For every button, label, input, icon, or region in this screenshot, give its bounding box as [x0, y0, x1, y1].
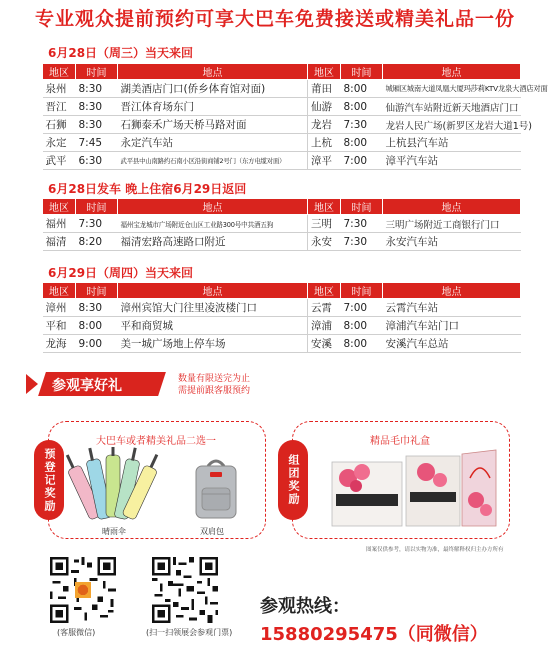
cell-region: 莆田 [308, 80, 341, 98]
umbrella-caption: 晴雨伞 [102, 527, 126, 536]
cell-region: 漳浦 [308, 317, 341, 335]
col-header-time: 时间 [341, 64, 383, 80]
cell-region: 仙游 [308, 98, 341, 116]
cell-place: 城厢区城南大道凤凰大厦玛莎莉KTV龙泉大酒店对面 [383, 80, 521, 98]
cell-place: 漳平汽车站 [383, 152, 521, 170]
cell-place: 平和商贸城 [118, 317, 308, 335]
cell-place: 漳州宾馆大门往里凌波楼门口 [118, 299, 308, 317]
table-row [43, 152, 521, 170]
col-header-place: 地点 [383, 64, 521, 80]
table-row [43, 116, 521, 134]
col-header-region: 地区 [308, 199, 341, 215]
table-row [43, 98, 521, 116]
cell-place: 石狮泰禾广场天桥马路对面 [118, 116, 308, 134]
cell-time: 8:30 [76, 80, 118, 98]
cell-time: 8:20 [76, 233, 118, 251]
towel-gift-box-icon [330, 448, 500, 530]
cell-region: 云霄 [308, 299, 341, 317]
hotline-label: 参观热线： [260, 596, 350, 617]
col-header-region: 地区 [308, 64, 341, 80]
col-header-region: 地区 [308, 283, 341, 299]
cell-time: 8:00 [341, 134, 383, 152]
cell-place: 云霄汽车站 [383, 299, 521, 317]
col-header-region: 地区 [43, 199, 76, 215]
cell-time: 7:30 [76, 215, 118, 233]
cell-place: 永安汽车站 [383, 233, 521, 251]
image-disclaimer: 图案仅供参考，请以实物为准，最终解释权归主办方所有 [366, 547, 504, 553]
gift-note [178, 373, 250, 397]
qr-code-icon [152, 557, 218, 623]
section-title-2: 6月28日发车 晚上住宿6月29日返回 [48, 182, 247, 196]
gift-note-line: 数量有限送完为止 [178, 374, 251, 384]
table-row [43, 233, 521, 251]
banner-arrow-icon [26, 374, 38, 394]
col-header-time: 时间 [76, 64, 118, 80]
cell-time: 8:00 [76, 317, 118, 335]
cell-region: 石狮 [43, 116, 76, 134]
col-header-time: 时间 [76, 283, 118, 299]
col-header-region: 地区 [43, 64, 76, 80]
cell-place: 美一城广场地上停车场 [118, 335, 308, 353]
cell-place: 湖美酒店门口(侨乡体育馆对面) [118, 80, 308, 98]
cell-region: 安溪 [308, 335, 341, 353]
cell-region: 漳州 [43, 299, 76, 317]
cell-place: 永定汽车站 [118, 134, 308, 152]
cell-time: 8:00 [341, 98, 383, 116]
gift-note-line: 需提前跟客服预约 [178, 386, 251, 396]
hotline-number: 15880295475（同微信） [260, 624, 488, 645]
col-header-place: 地点 [383, 199, 521, 215]
headline: 专业观众提前预约可享大巴车免费接送或精美礼品一份 [34, 8, 515, 30]
qr-code-icon [50, 557, 116, 623]
schedule-table-3 [42, 282, 521, 353]
cell-time: 8:00 [341, 317, 383, 335]
registration-reward-title: 大巴车或者精美礼品二选一 [96, 436, 216, 447]
cell-region: 武平 [43, 152, 76, 170]
cell-time: 8:30 [76, 299, 118, 317]
cell-time: 7:00 [341, 299, 383, 317]
cell-region: 晋江 [43, 98, 76, 116]
col-header-region: 地区 [43, 283, 76, 299]
cell-region: 龙岩 [308, 116, 341, 134]
cell-place: 福州宝龙城市广场附近仓山区工业路300号中共酒五狗 [118, 215, 308, 233]
cell-region: 上杭 [308, 134, 341, 152]
cell-region: 福清 [43, 233, 76, 251]
table-row [43, 335, 521, 353]
cell-place: 福清宏路高速路口附近 [118, 233, 308, 251]
cell-time: 8:30 [76, 98, 118, 116]
cell-region: 龙海 [43, 335, 76, 353]
cell-region: 平和 [43, 317, 76, 335]
cell-region: 三明 [308, 215, 341, 233]
cell-time: 7:45 [76, 134, 118, 152]
col-header-place: 地点 [383, 283, 521, 299]
registration-reward-label: 预登记奖励 [34, 440, 64, 520]
cell-region: 泉州 [43, 80, 76, 98]
table-row [43, 299, 521, 317]
cell-region: 漳平 [308, 152, 341, 170]
cell-region: 永安 [308, 233, 341, 251]
cell-place: 仙游汽车站附近新天地酒店门口 [383, 98, 521, 116]
cell-place: 晋江体育场东门 [118, 98, 308, 116]
gift-banner-text: 参观享好礼 [52, 378, 122, 394]
schedule-table-1 [42, 63, 548, 170]
col-header-time: 时间 [341, 199, 383, 215]
cell-place: 龙岩人民广场(新罗区龙岩大道1号) [383, 116, 521, 134]
col-header-place: 地点 [118, 64, 308, 80]
cell-region: 永定 [43, 134, 76, 152]
section-title-1: 6月28日（周三）当天来回 [48, 46, 194, 60]
cell-time: 8:30 [76, 116, 118, 134]
cell-time: 6:30 [76, 152, 118, 170]
col-header-time: 时间 [341, 283, 383, 299]
cell-place: 三明广场附近工商银行门口 [383, 215, 521, 233]
cell-place: 上杭县汽车站 [383, 134, 521, 152]
backpack-icon [192, 458, 240, 520]
backpack-caption: 双肩包 [200, 527, 224, 536]
cell-time: 9:00 [76, 335, 118, 353]
cell-region: 福州 [43, 215, 76, 233]
col-header-place: 地点 [118, 283, 308, 299]
qr-caption-service: (客服微信) [57, 628, 96, 637]
cell-place: 武平县中山南路约石南小区沿街商铺2号门（东方电缆对面） [118, 152, 308, 170]
cell-time: 7:30 [341, 233, 383, 251]
schedule-table-2 [42, 198, 521, 251]
cell-time: 7:30 [341, 215, 383, 233]
cell-time: 8:00 [341, 335, 383, 353]
table-row [43, 80, 521, 98]
umbrella-icon [70, 447, 165, 525]
col-header-place: 地点 [118, 199, 308, 215]
cell-place: 安溪汽车总站 [383, 335, 521, 353]
group-reward-label: 组团奖励 [278, 440, 308, 520]
section-title-3: 6月29日（周四）当天来回 [48, 266, 194, 280]
table-row [43, 317, 521, 335]
group-reward-title: 精品毛巾礼盒 [370, 436, 430, 447]
table-row [43, 215, 521, 233]
qr-caption-ticket: (扫一扫领展会参观门票) [146, 628, 233, 637]
table-row [43, 134, 521, 152]
cell-time: 8:00 [341, 80, 383, 98]
cell-place: 漳浦汽车站门口 [383, 317, 521, 335]
col-header-time: 时间 [76, 199, 118, 215]
cell-time: 7:30 [341, 116, 383, 134]
cell-time: 7:00 [341, 152, 383, 170]
